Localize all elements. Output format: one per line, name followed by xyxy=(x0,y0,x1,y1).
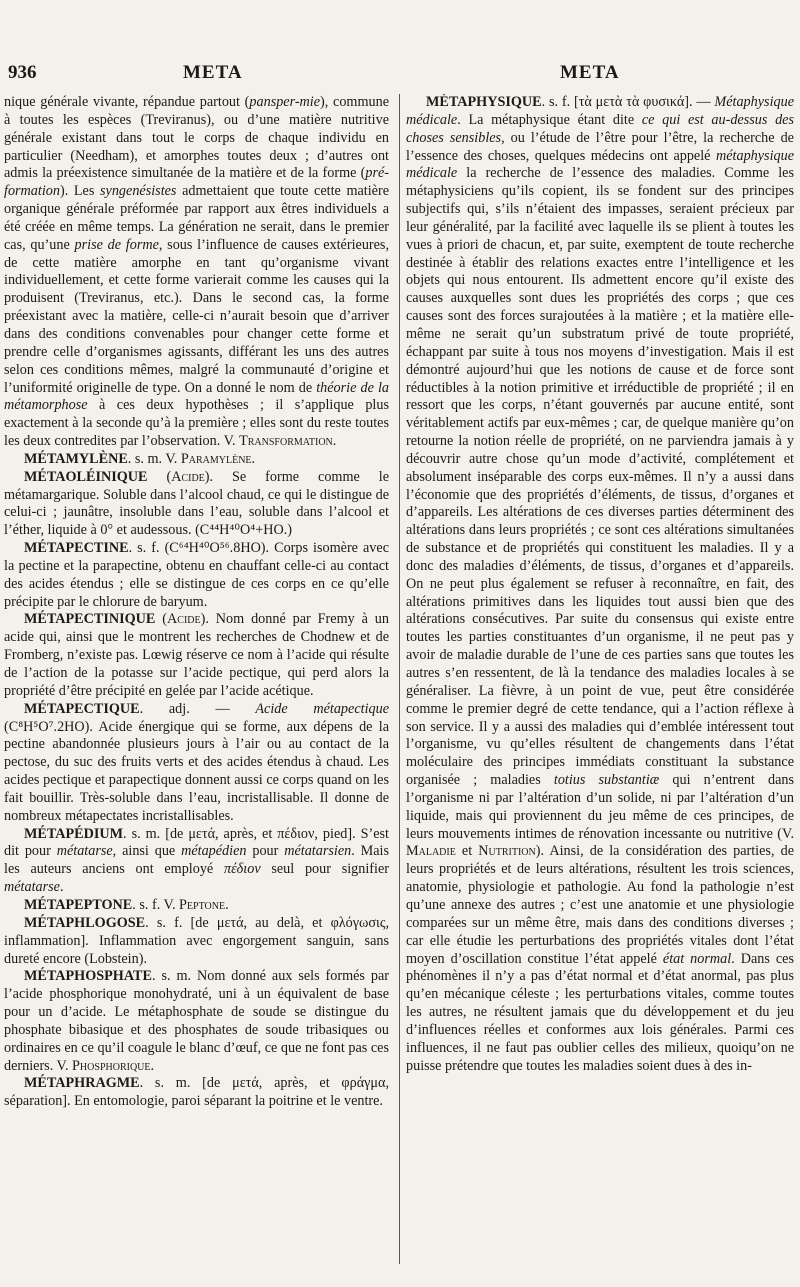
entry-text: . s. m. V. xyxy=(127,450,181,467)
entry-text: . xyxy=(225,896,229,913)
italic-text: syngenésistes xyxy=(100,183,177,200)
left-column-entry xyxy=(4,915,389,969)
entry-headword: MÉTAMYLÈNE xyxy=(24,450,128,467)
running-head-left: META xyxy=(183,62,243,83)
right-column xyxy=(406,94,794,1274)
right-column-entry xyxy=(406,94,794,1075)
page-header xyxy=(0,62,800,88)
left-column-entry xyxy=(4,897,389,915)
left-column-entry xyxy=(4,968,389,1075)
cross-reference: Acide xyxy=(171,468,205,485)
entry-text: seul pour signifier xyxy=(260,861,389,878)
italic-text: Métaphysique médicale xyxy=(406,94,794,128)
cross-reference: Acide xyxy=(167,611,201,628)
running-head-right: META xyxy=(560,62,620,83)
entry-text: . s. f. [de μετά, au delà, et φλόγωσις, inflammation]. Inflammation avec engorgement sanguin, sans dureté encore (Lobstein). xyxy=(4,914,389,967)
entry-text: et xyxy=(455,843,479,860)
entry-headword: MÉTAPHYSIQUE xyxy=(426,94,542,110)
italic-text: pansper-mie xyxy=(249,94,321,110)
entry-headword: MÉTAPÉDIUM xyxy=(24,825,124,842)
italic-text: totius substantiæ xyxy=(553,772,660,789)
cross-reference: Phosphorique xyxy=(72,1057,151,1074)
entry-text: . s. f. V. xyxy=(132,896,180,913)
entry-text: la recherche de l’essence des maladies. Comme les métaphysiciens qu’ils copient, ils se fondent sur des principes subjectifs qui, s’ils n’étaient des impasses, seraient précieux par leur généralité, par la facilité avec laquelle ils se plient à toutes les vues à priori de chacun, et, par suite, exemptent de toute recherche destinée à établir des relations exactes entre l’intelligence et les objets qui nous entourent. Ils admettent encore qu’il existe des causes auxquelles sont dues les propriétés des corps ; que ces causes sont des forces surajoutées à la matière ; et la matière elle-même ne serait qu’un substratum privé de toute propriété, échappant par suite à tous nos moyens d’investigation. Mais il est démontré aujourd’hui que les notions de cause et de force sont réductibles à la notion primitive et irréductible de propriété ; il en ressort que les corps, n’étant gouvernés par aucune entité, sont véritablement actifs par eux-mêmes ; car, de quelque manière qu’on retourne la notion réelle de propriété, on ne parviendra jamais à y découvrir autre chose qu’un mode d’activité, complétement et absolument inséparable des corps eux-mêmes. Il n’y a aussi dans l’économie que des propriétés d’éléments, de tissus, d’organes et d’appareils. Les altérations de ces diverses parties déterminent des altérations dans leurs propriétés ; ce sont ces altérations simultanées de substance et de propriétés qui constituent les maladies. Il y a donc des maladies d’éléments, de tissus, d’organes et d’appareils. On ne peut plus également se refuser à reconnaître, en fait, des altérations primitives dans les liquides tout aussi bien que des altérations consécutives. Par suite du consensus qui existe entre toutes les parties constituantes d’un organisme, il ne peut pas y avoir de maladie durable de l’une de ces parties sans que toutes les autres s’en ressentent, de là la tendance des maladies locales à se généraliser. La fièvre, à un point de vue, peut être considérée comme le premier degré de cette tendance, qui a l’action réflexe à son service. Il y a aussi des maladies qui d’emblée intéressent tout l’organisme, vu qu’elles résultent de changements dans l’état moléculaire des principes immédiats constituant la substance organisée ; maladies xyxy=(406,165,794,789)
text-columns xyxy=(4,94,796,1274)
page-number: 936 xyxy=(8,62,37,83)
entry-text: admettaient que toute cette matière organique générale préformée par rapport aux êtres individuels a été créée en même temps. La génération ne serait, dans le premier cas, qu’une xyxy=(4,183,389,253)
entry-text: ( xyxy=(155,611,168,628)
left-column-entry xyxy=(4,451,389,469)
entry-text: . La métaphysique étant dite xyxy=(457,111,642,128)
italic-text: πέδιον xyxy=(223,861,261,878)
entry-headword: MÉTAPECTINIQUE xyxy=(24,611,156,628)
left-column-entry xyxy=(4,1075,389,1111)
left-column-entry xyxy=(4,94,389,451)
entry-text: pour xyxy=(246,843,285,860)
entry-text: ( xyxy=(147,468,172,485)
entry-text: (C⁸H⁵O⁷.2HO). Acide énergique qui se forme, aux dépens de la pectine abandonnée plusieurs jours à l’air ou au contact de la pectose, du suc des fruits verts et des acides étendus à chaud. Les acides pectique et parapectique donnent aussi ce corps quand on les fait bouillir. Très-soluble dans l’eau, incristallisable. Il donne de nombreux métapectates incristallisables. xyxy=(4,718,389,824)
entry-text: . s. m. [de μετά, après, et πέδιον, pied]. S’est dit pour xyxy=(4,825,389,860)
italic-text: état normal xyxy=(662,950,732,967)
entry-text: . s. m. [de μετά, après, et φράγμα, séparation]. En entomologie, paroi séparant la poitrine et le ventre. xyxy=(4,1075,389,1110)
italic-text: métapédien xyxy=(181,843,247,860)
left-column-entry xyxy=(4,826,389,897)
left-column-entry xyxy=(4,701,389,826)
entry-text: ). Se forme comme le métamargarique. Soluble dans l’alcool chaud, ce qui le distingue de celui-ci ; jaunâtre, insoluble dans l’eau, soluble dans l’alcool et l’éther, liquide à 0° et audessous. (C⁴⁴H⁴⁰O⁴+HO.) xyxy=(4,468,389,539)
entry-text: . Dans ces phénomènes il n’y a pas d’état normal et d’état anormal, pas plus qu’en mécanique céleste ; les perturbations vitales, comme toutes les autres, ne résultent jamais que du développement et du jeu d’influences réelles et conformes aux lois générales. Parmi ces influences, il ne faut pas oublier celles des milieux, quoiqu’on ne puisse prétendre que toutes les maladies soient dues à des in- xyxy=(406,950,794,1074)
italic-text: métaphysique médicale xyxy=(406,147,794,182)
italic-text: théorie de la métamorphose xyxy=(4,379,389,414)
entry-headword: MÉTAPECTIQUE xyxy=(24,700,140,717)
italic-text: Acide métapectique xyxy=(255,700,389,717)
entry-text: à ces deux hypothèses ; il s’applique plus exactement à la seconde qu’à la première ; elles sont du reste toutes les deux contredites par l’observation. V. xyxy=(4,397,389,450)
italic-text: pré-formation xyxy=(4,165,389,200)
cross-reference: Maladie xyxy=(406,843,456,860)
column-divider xyxy=(399,94,400,1264)
entry-text: ). Ainsi, de la considération des parties, de leurs propriétés et de leurs altérations, résultent les trois sciences, anatomie, physiologie et pathologie. Au fond la pathologie n’est qu’une annexe des autres ; c’est une anatomie et une physiologie comparées sur un même être, mais dans des conditions diverses ; car elle étudie les perturbations des propriétés vitales dont l’état moyen d’oscillation constitue l’état appelé xyxy=(406,843,794,967)
italic-text: ce qui est au-dessus des choses sensibles xyxy=(406,111,794,146)
entry-text: ). Nom donné par Fremy à un acide qui, ainsi que le montrent les recherches de Chodnew et de Fromberg, n’existe pas. Lœwig réserve ce nom à l’acide qui résulte de l’action de la potasse sur l’acide pectique, qui perd alors la propriété d’être précipité en gelée par l’acide acétique. xyxy=(4,611,389,699)
entry-text: . xyxy=(251,450,256,467)
cross-reference: Transformation xyxy=(239,433,333,450)
entry-text: . s. f. (C⁶⁴H⁴⁰O⁵⁶.8HO). Corps isomère avec la pectine et la parapectine, obtenu en chauffant celle-ci au contact des acides étendus ; elle se distingue de ces corps en ce qu’elle précipite par le chlorure de baryum. xyxy=(4,540,389,610)
cross-reference: Nutrition xyxy=(478,843,536,860)
left-column xyxy=(4,94,389,1274)
entry-text: . adj. — xyxy=(139,700,256,717)
cross-reference: Paramylène xyxy=(180,450,252,467)
entry-text: . s. f. [τὰ μετὰ τὰ φυσικά]. — xyxy=(541,94,715,110)
entry-text: . s. m. Nom donné aux sels formés par l’acide phosphorique monohydraté, uni à un équivalent de base pour un d’acide. Le métaphosphate de soude se distingue du phosphate bibasique et des phosphates de soude tribasiques ou ordinaires en ce qu’il coagule le blanc d’œuf, ce que ne font pas ces derniers. V. xyxy=(4,968,389,1074)
entry-text: . Mais les auteurs anciens ont employé xyxy=(4,843,389,878)
italic-text: métatarse xyxy=(56,843,113,860)
entry-text: , ainsi que xyxy=(112,843,182,860)
entry-headword: MÉTAPECTINE xyxy=(24,540,129,557)
left-column-entry xyxy=(4,540,389,611)
entry-headword: MÉTAPEPTONE xyxy=(24,896,133,913)
entry-text: . xyxy=(150,1057,155,1074)
entry-headword: MÉTAOLÉINIQUE xyxy=(24,468,148,485)
entry-text: . xyxy=(332,433,337,450)
italic-text: prise de forme xyxy=(74,236,159,253)
italic-text: métatarse xyxy=(4,879,60,896)
entry-text: . xyxy=(59,879,64,896)
entry-text: qui n’entrent dans l’organisme ni par l’altération d’un solide, ni par l’altération d’un liquide, mais qui proviennent du jeu même de ces principes, de leurs mouvements intimes de rénovation incessante ou nutritive (V. xyxy=(406,772,794,842)
entry-headword: MÉTAPHRAGME xyxy=(24,1075,140,1092)
entry-headword: MÉTAPHOSPHATE xyxy=(24,968,152,985)
entry-text: , ou l’étude de l’être pour l’être, la recherche de l’essence des choses, quelques médecins ont appelé xyxy=(406,129,794,164)
cross-reference: Peptone xyxy=(179,896,226,913)
left-column-entry xyxy=(4,611,389,700)
entry-text: , sous l’influence de causes extérieures, de cette matière amorphe en tant qu’organisme vivant individuellement, et cette forme varierait comme les causes qui la produisent (Treviranus, etc.). Dans le second cas, la forme préexistant avec la matière, celle-ci n’aurait besoin que d’arriver dans des conditions convenables pour changer cette forme et prendre celle d’organismes agissants, différant les uns des autres selon ces conditions mêmes, malgré la communauté d’origine et l’uniformité originelle de type. On a donné le nom de xyxy=(4,236,389,396)
entry-headword: MÉTAPHLOGOSE xyxy=(24,914,146,931)
left-column-entry xyxy=(4,469,389,540)
entry-text: ). Les xyxy=(59,183,101,200)
italic-text: métatarsien xyxy=(284,843,352,860)
entry-text: ), commune à toutes les espèces (Treviranus), ou d’une matière nutritive générale existant dans tout le corps de chaque individu en particulier (Needham), et amorphes toutes deux ; d’autres ont admis la préexistence simultanée de la matière et de la forme ( xyxy=(4,94,389,182)
entry-text: nique générale vivante, répandue partout ( xyxy=(4,94,250,110)
